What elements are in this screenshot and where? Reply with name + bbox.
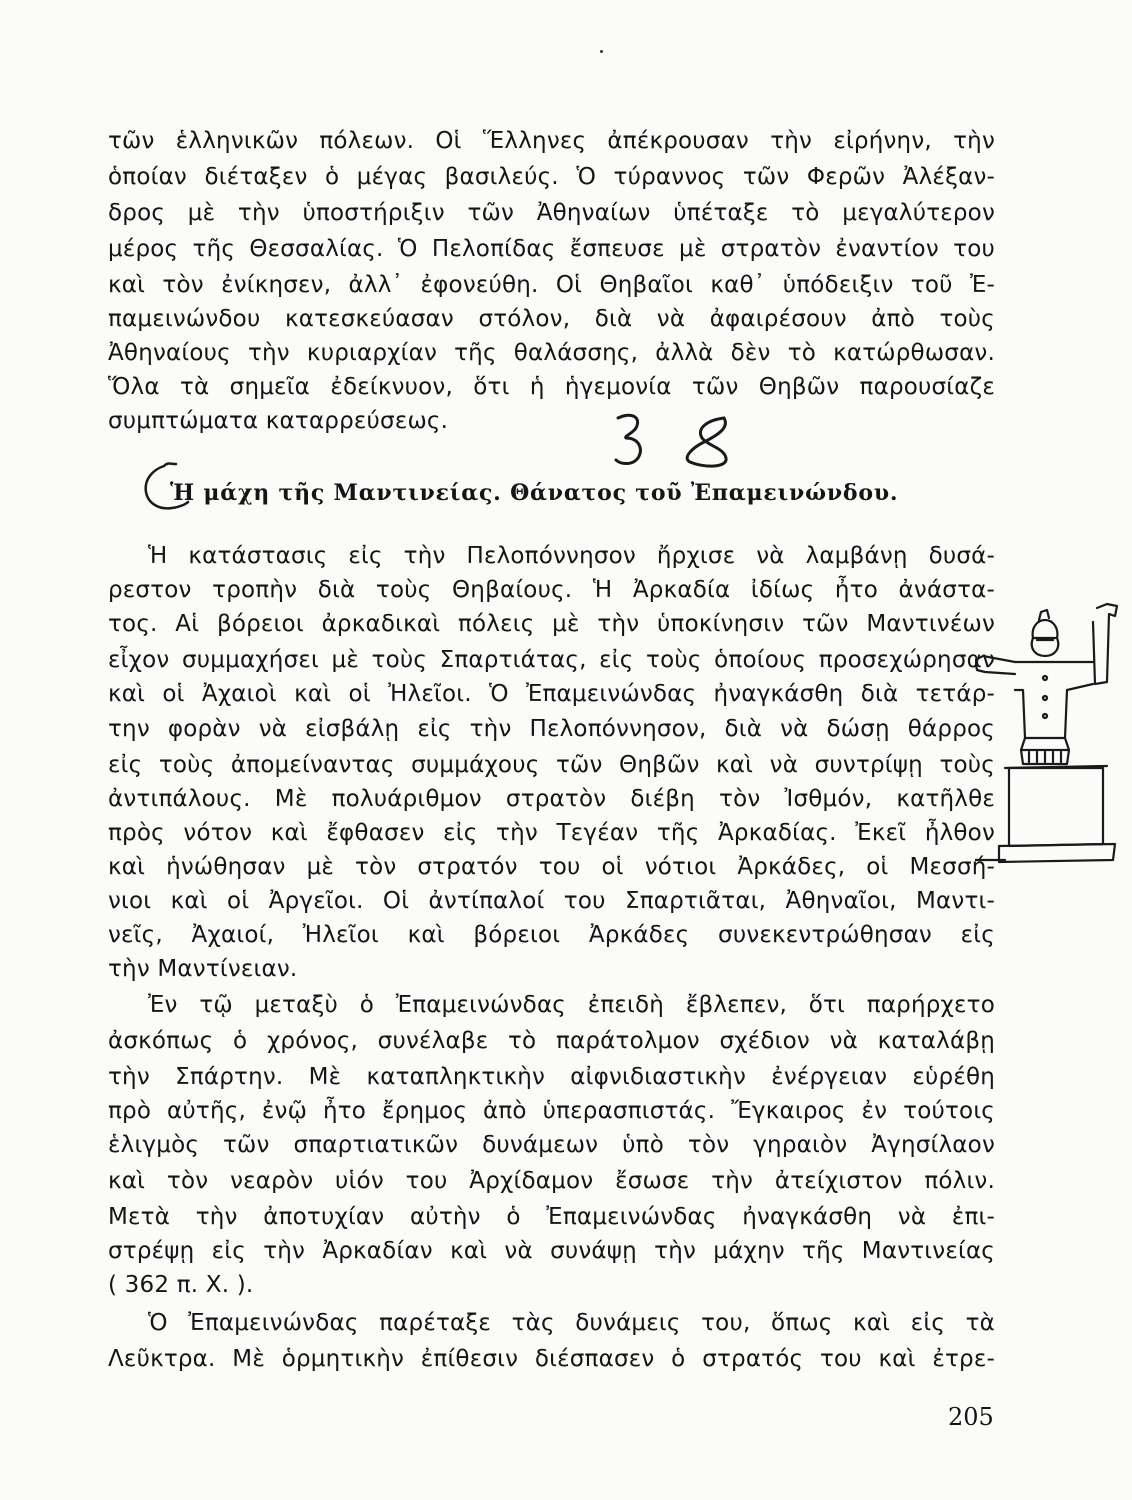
text-line: συμπτώματα καταρρεύσεως. — [108, 408, 449, 434]
text-line: τος. Αἱ βόρειοι ἀρκαδικαὶ πόλεις μὲ τὴν ὑποκίνησιν τῶν Μαντινέων — [108, 611, 995, 637]
page-number: 205 — [948, 1403, 994, 1431]
text-line: Ὅλα τὰ σημεῖα ἐδείκνυον, ὅτι ἡ ἡγεμονία τῶν Θηβῶν παρουσίαζε — [108, 374, 995, 400]
text-line: καὶ ἡνώθησαν μὲ τὸν στρατόν του οἱ νότιοι Ἀρκάδες, οἱ Μεσσή- — [108, 854, 995, 880]
text-line: τὴν Σπάρτην. Μὲ καταπληκτικὴν αἰφνιδιαστικὴν ἐνέργειαν εὑρέθη — [108, 1064, 995, 1090]
text-line: ὁποίαν διέταξεν ὁ μέγας βασιλεύς. Ὁ τύραννος τῶν Φερῶν Ἀλέξαν- — [108, 164, 995, 190]
text-line: στρέψῃ εἰς τὴν Ἀρκαδίαν καὶ νὰ συνάψῃ τὴν μάχην τῆς Μαντινείας — [108, 1238, 995, 1264]
text-line: ἀντιπάλους. Μὲ πολυάριθμον στρατὸν διέβη τὸν Ἰσθμόν, κατῆλθε — [108, 786, 995, 812]
text-line: Ἡ κατάστασις εἰς τὴν Πελοπόννησον ἤρχισε νὰ λαμβάνῃ δυσά- — [148, 543, 995, 569]
handwritten-38-drawing — [612, 408, 742, 472]
text-line: ( 362 π. Χ. ). — [108, 1272, 254, 1298]
handwritten-number — [612, 408, 742, 472]
text-line: νιοι καὶ οἱ Ἀργεῖοι. Οἱ ἀντίπαλοί του Σπαρτιᾶται, Ἀθηναῖοι, Μαντι- — [108, 888, 995, 914]
text-line: εἰς τοὺς ἀπομείναντας συμμάχους τῶν Θηβῶν καὶ νὰ συντρίψῃ τοὺς — [108, 752, 995, 778]
ink-dot — [600, 50, 603, 53]
text-line: καὶ τὸν ἐνίκησεν, ἀλλ᾽ ἐφονεύθη. Οἱ Θηβαῖοι καθ᾽ ὑπόδειξιν τοῦ Ἐ- — [108, 272, 995, 298]
text-line: ρεστον τροπὴν διὰ τοὺς Θηβαίους. Ἡ Ἀρκαδία ἰδίως ἦτο ἀνάστα- — [108, 577, 995, 603]
text-line: πρὸ αὐτῆς, ἐνῷ ἦτο ἔρημος ἀπὸ ὑπερασπιστάς. Ἔγκαιρος ἐν τούτοις — [108, 1098, 995, 1124]
text-line: Ἀθηναίους τὴν κυριαρχίαν τῆς θαλάσσης, ἀλλὰ δὲν τὸ κατώρθωσαν. — [108, 340, 995, 366]
margin-doodle-figure — [975, 598, 1132, 870]
text-line: Λεῦκτρα. Μὲ ὁρμητικὴν ἐπίθεσιν διέσπασεν ὁ στρατός του καὶ ἐτρε- — [108, 1346, 995, 1372]
text-line: Μετὰ τὴν ἀποτυχίαν αὐτὴν ὁ Ἐπαμεινώνδας ἠναγκάσθη νὰ ἐπι- — [108, 1204, 995, 1230]
text-line: ἑλιγμὸς τῶν σπαρτιατικῶν δυνάμεων ὑπὸ τὸν γηραιὸν Ἀγησίλαον — [108, 1132, 995, 1158]
text-line: την φορὰν νὰ εἰσβάλῃ εἰς τὴν Πελοπόννησον, διὰ νὰ δώσῃ θάρρος — [108, 716, 995, 742]
text-line: τῶν ἑλληνικῶν πόλεων. Οἱ Ἕλληνες ἀπέκρουσαν τὴν εἰρήνην, τὴν — [108, 128, 995, 154]
figure-drawing — [975, 598, 1132, 870]
text-line: Ὁ Ἐπαμεινώνδας παρέταξε τὰς δυνάμεις του, ὅπως καὶ εἰς τὰ — [148, 1310, 995, 1336]
text-line: μέρος τῆς Θεσσαλίας. Ὁ Πελοπίδας ἔσπευσε μὲ στρατὸν ἐναντίον του — [108, 236, 995, 262]
text-line: νεῖς, Ἀχαιοί, Ἠλεῖοι καὶ βόρειοι Ἀρκάδες συνεκεντρώθησαν εἰς — [108, 922, 995, 948]
text-line: ἀσκόπως ὁ χρόνος, συνέλαβε τὸ παράτολμον σχέδιον νὰ καταλάβῃ — [108, 1028, 995, 1054]
text-line: Ἐν τῷ μεταξὺ ὁ Ἐπαμεινώνδας ἐπειδὴ ἔβλεπεν, ὅτι παρήρχετο — [148, 992, 995, 1018]
text-line: τὴν Μαντίνειαν. — [108, 956, 298, 982]
text-line: πρὸς νότον καὶ ἔφθασεν εἰς τὴν Τεγέαν τῆς Ἀρκαδίας. Ἐκεῖ ἦλθον — [108, 820, 995, 846]
text-line: καὶ οἱ Ἀχαιοὶ καὶ οἱ Ἠλεῖοι. Ὁ Ἐπαμεινώνδας ἠναγκάσθη διὰ τετάρ- — [108, 681, 995, 707]
section-heading: Ἡ μάχη τῆς Μαντινείας. Θάνατος τοῦ Ἐπαμεινώνδου. — [170, 480, 899, 506]
text-line: εἶχον συμμαχήσει μὲ τοὺς Σπαρτιάτας, εἰς τοὺς ὁποίους προσεχώρησαν — [108, 647, 995, 673]
text-line: παμεινώνδου κατεσκεύασαν στόλον, διὰ νὰ ἀφαιρέσουν ἀπὸ τοὺς — [108, 306, 995, 332]
text-line: καὶ τὸν νεαρὸν υἱόν του Ἀρχίδαμον ἔσωσε τὴν ἀτείχιστον πόλιν. — [108, 1168, 995, 1194]
text-line: δρος μὲ τὴν ὑποστήριξιν τῶν Ἀθηναίων ὑπέταξε τὸ μεγαλύτερον — [108, 200, 995, 226]
